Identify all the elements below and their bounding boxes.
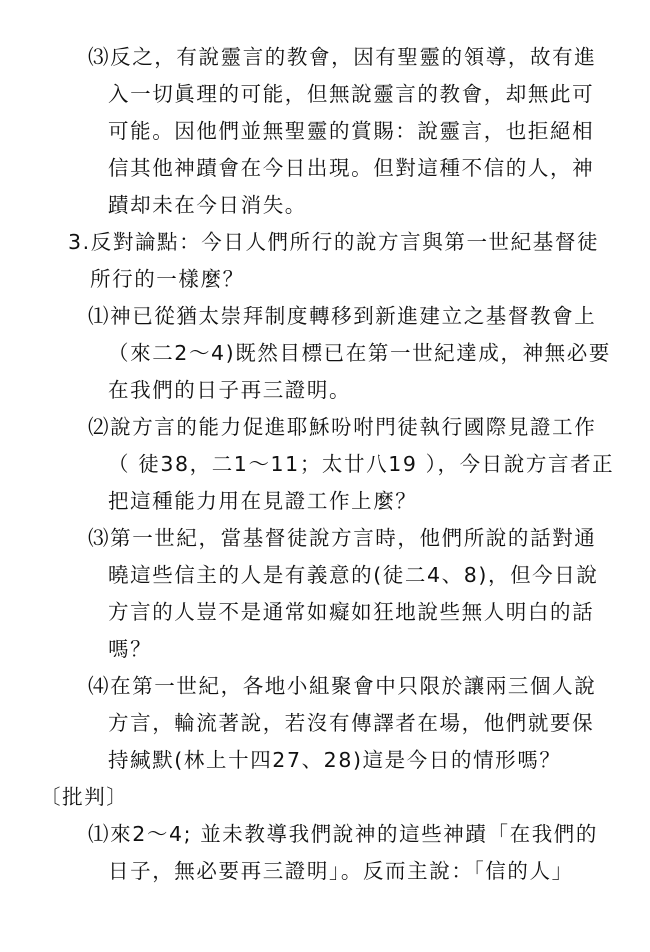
text-line: 在我們的日子再三證明。 (108, 378, 352, 402)
text-line: 信其他神蹟會在今日出現。但對這種不信的人，神 (108, 156, 595, 180)
text-line: ⑴神已從猶太崇拜制度轉移到新進建立之基督教會上 (88, 304, 597, 328)
text-line: ⑷在第一世紀，各地小組聚會中只限於讓兩三個人說 (88, 674, 597, 698)
text-line: 方言的人豈不是通常如癡如狂地說些無人明白的話 (108, 600, 595, 624)
text-line: 方言，輪流著說，若沒有傳譯者在場，他們就要保 (108, 711, 595, 735)
text-line: 嗎？ (108, 637, 153, 661)
text-line: （來二2～4)既然目標已在第一世紀達成，神無必要 (108, 341, 611, 365)
text-line: ⑵說方言的能力促進耶穌吩咐門徒執行國際見證工作 (88, 415, 597, 439)
text-line: 把這種能力用在見證工作上麼？ (108, 489, 418, 513)
text-line: 日子，無必要再三證明」。反而主說：「信的人」 (108, 859, 574, 883)
numbered-heading: 3.反對論點：今日人們所行的說方言與第一世紀基督徒 (68, 230, 600, 254)
text-line: 入一切眞理的可能，但無說靈言的教會，却無此可 (108, 82, 595, 106)
section-heading: 〔批判〕 (40, 785, 129, 809)
text-line: 可能。因他們並無聖靈的賞賜：說靈言，也拒絕相 (108, 119, 595, 143)
text-line: 持緘默(林上十四27、28)這是今日的情形嗎？ (108, 748, 562, 772)
text-line: （ 徒38，二1～11；太廿八19 ），今日說方言者正 (108, 452, 615, 476)
text-line: 蹟却未在今日消失。 (108, 193, 307, 217)
text-line: 所行的一樣麼？ (90, 267, 245, 291)
text-line: ⑴來2～4; 並未教導我們說神的這些神蹟「在我們的 (88, 822, 599, 846)
text-line: ⑶第一世紀，當基督徒說方言時，他們所說的話對通 (88, 526, 597, 550)
text-line: ⑶反之，有說靈言的教會，因有聖靈的領導，故有進 (88, 45, 597, 69)
text-line: 曉這些信主的人是有義意的(徒二4、8)，但今日說 (108, 563, 599, 587)
